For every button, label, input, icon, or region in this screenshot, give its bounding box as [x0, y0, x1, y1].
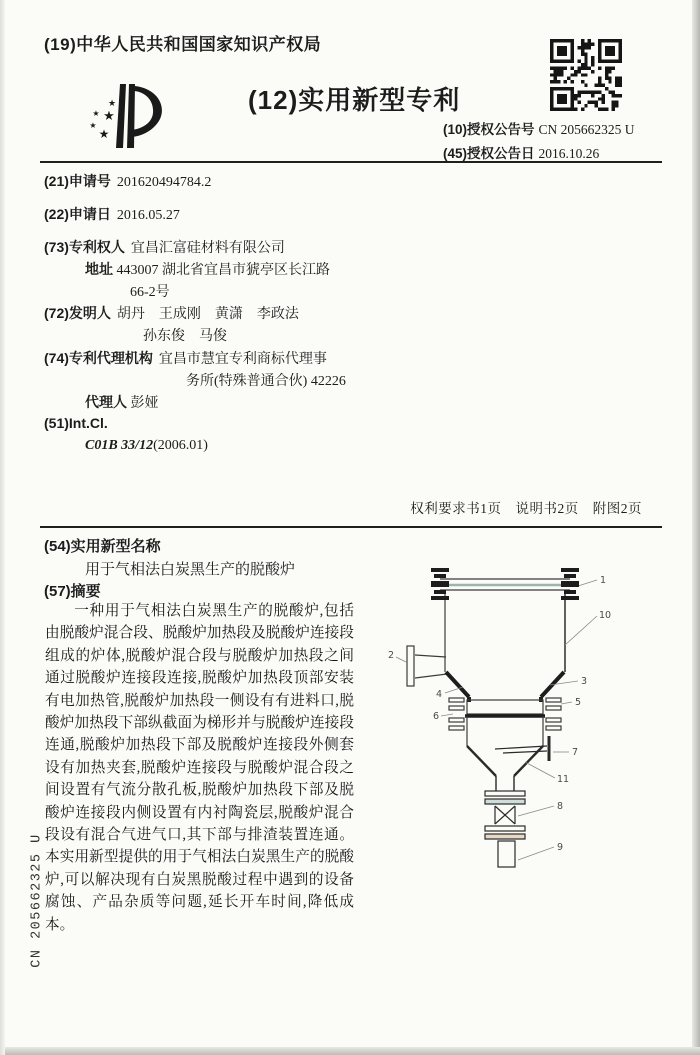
discharge-valve [485, 791, 525, 867]
intcl-row [44, 415, 108, 433]
inventors-label: (72)发明人 [44, 305, 111, 321]
intcl-label: (51)Int.Cl. [44, 415, 108, 431]
patentee-label: (73)专利权人 [44, 239, 125, 255]
figure-callout-6: 6 [433, 711, 440, 722]
address-line1: 443007 湖北省宜昌市猇亭区长江路 [116, 263, 330, 278]
figure-callout-5: 5 [575, 697, 582, 708]
address-line2: 66-2号 [130, 285, 170, 300]
deacidification-furnace-drawing [385, 550, 685, 880]
header-divider [40, 161, 662, 163]
qr-code [549, 39, 623, 111]
abstract-text: 一种用于气相法白炭黑生产的脱酸炉,包括由脱酸炉混合段、脱酸炉加热段及脱酸炉连接段组成的炉体,脱酸炉混合段与脱酸炉加热段之间通过脱酸炉连接段连接,脱酸炉加热段顶部安装有电加热管,脱酸炉加热段一侧设有有进料口,脱酸炉加热段下部纵截面为梯形并与脱酸炉连接段连通,脱酸炉加热段下部及脱酸炉连接段外侧套设有加热夹套,脱酸炉连接段与脱酸炉混合段之间设置有气流分散孔板,脱酸炉加热段下部及脱酸炉连接段内侧设置有内衬陶瓷层,脱酸炉混合段设有混合气进气口,其下部与排渣装置连通。本实用新型提供的用于气相法白炭黑生产的脱酸炉,可以解决现有白炭黑脱酸过程中遇到的设备腐蚀、产品杂质等问题,延长开车时间,降低成本。 [45, 603, 354, 933]
intcl-code: C01B 33/12 [85, 438, 154, 453]
figure-callout-10: 10 [599, 610, 612, 621]
app-no-label: (21)申请号 [44, 173, 111, 189]
app-no-value: 201620494784.2 [116, 175, 212, 190]
figure-callout-8: 8 [557, 801, 564, 812]
svg-text:★: ★ [107, 99, 117, 109]
patentee-value: 宜昌汇富硅材料有限公司 [130, 241, 285, 256]
title-section-label: (54)实用新型名称 [44, 538, 161, 555]
application-number-row [44, 171, 211, 191]
inventors-line1: 胡丹 王成刚 黄潇 李政法 [116, 307, 299, 322]
patentee-row [44, 237, 285, 257]
callout-leader-lines [396, 580, 597, 860]
address-row [85, 259, 330, 279]
agency-line1: 宜昌市慧宜专利商标代理事 [158, 352, 327, 367]
cnipa-logo-icon [66, 74, 176, 164]
pub-date-label: (45)授权公告日 [443, 146, 535, 161]
abstract-section-label: (57)摘要 [44, 583, 101, 600]
agent-name: 彭娅 [130, 396, 159, 411]
qr-code-image [549, 39, 623, 111]
intcl-class-row [85, 438, 208, 454]
patent-figure [385, 550, 685, 880]
figure-callout-7: 7 [572, 747, 579, 758]
cnipa-logo [66, 74, 176, 164]
section-divider [40, 526, 662, 528]
inventors-line2: 孙东俊 马俊 [143, 329, 227, 344]
page-edge-right [692, 0, 700, 1055]
intcl-version: (2006.01) [153, 438, 208, 453]
agent-row [85, 392, 159, 412]
svg-text:★: ★ [103, 109, 115, 124]
pub-number-label: (10)授权公告号 [443, 122, 535, 137]
address-label: 地址 [85, 261, 113, 277]
figure-callout-2: 2 [388, 650, 395, 661]
app-date-value: 2016.05.27 [116, 208, 180, 223]
figure-callout-4: 4 [436, 689, 443, 700]
agency-line2: 务所(特殊普通合伙) 42226 [186, 374, 346, 389]
lower-cone [467, 736, 549, 791]
publication-number-row [443, 118, 635, 138]
agency-row [44, 348, 327, 368]
figure-callout-9: 9 [557, 842, 564, 853]
figure-callout-3: 3 [581, 676, 588, 687]
sidebar-document-number: CN 205662325 U [29, 833, 45, 968]
figure-callout-11: 11 [557, 774, 570, 785]
inventors-row [44, 303, 299, 323]
agency-label: (74)专利代理机构 [44, 350, 153, 366]
svg-text:★: ★ [98, 127, 110, 141]
pages-count-info: 权利要求书1页 说明书2页 附图2页 [410, 501, 642, 516]
page-edge-left [0, 0, 5, 1055]
page-edge-bottom [0, 1047, 700, 1055]
publication-date-row [443, 142, 599, 162]
agent-label: 代理人 [85, 394, 127, 410]
pub-number-value: CN 205662325 U [538, 122, 635, 137]
figure-callout-1: 1 [600, 575, 607, 586]
pub-date-value: 2016.10.26 [538, 146, 600, 161]
furnace-body-lines [407, 579, 570, 686]
document-type-title: (12)实用新型专利 [248, 85, 461, 115]
app-date-label: (22)申请日 [44, 206, 111, 222]
svg-text:★: ★ [92, 109, 100, 118]
invention-title: 用于气相法白炭黑生产的脱酸炉 [85, 562, 296, 578]
application-date-row [44, 204, 180, 224]
connection-section [449, 698, 561, 746]
patent-office-name: (19)中华人民共和国国家知识产权局 [44, 35, 322, 54]
svg-text:★: ★ [89, 121, 97, 130]
